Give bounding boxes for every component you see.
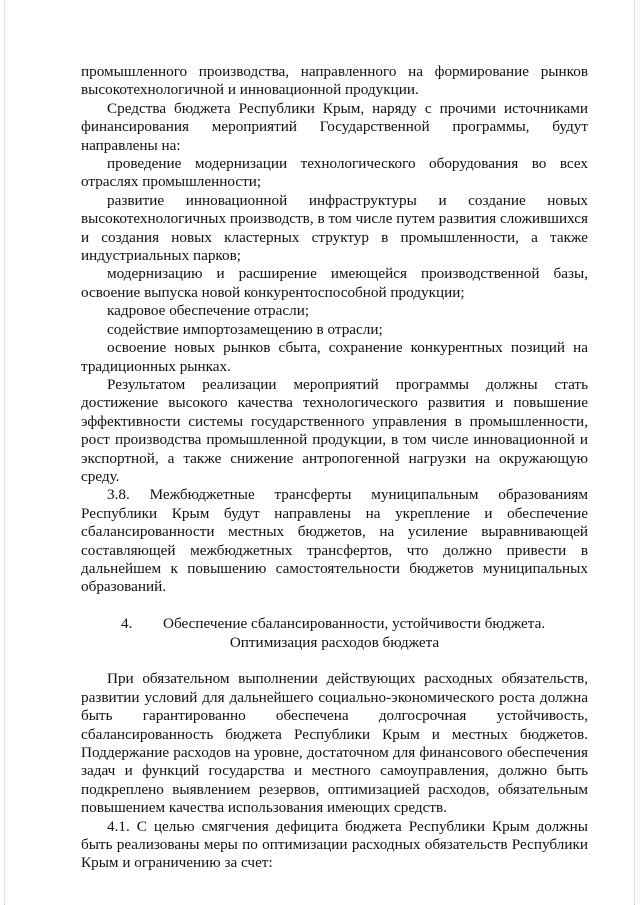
- document-body: [81, 63, 588, 873]
- list-item-staffing: кадровое обеспечение отрасли;: [107, 302, 310, 320]
- list-item-modernization: проведение модернизации технологического оборудования во всех отраслях промышленности;: [81, 155, 588, 191]
- paragraph-budget-funds: Средства бюджета Республики Крым, наряду с прочими источниками финансирования мероприятий Государственной программы, будут направлены на:: [81, 99, 588, 154]
- paragraph-4-1: 4.1. С целью смягчения дефицита бюджета Республики Крым должны быть реализованы меры по оптимизации расходных обязательств Республики Крым и ограничению за счет:: [81, 817, 588, 872]
- list-item-new-markets: освоение новых рынков сбыта, сохранение конкурентных позиций на традиционных рынках.: [81, 339, 588, 375]
- paragraph-results: Результатом реализации мероприятий программы должны стать достижение высокого качества технологического развития и повышение эффективности системы государственного управления в промышленности, рост производства промышленной продукции, в том числе инновационной и экспортной, а также снижение антропогенной нагрузки на окружающую среду.: [81, 375, 588, 485]
- paragraph-3-8-transfers: 3.8. Межбюджетные трансферты муниципальным образованиям Республики Крым будут направлены на укрепление и обеспечение сбалансированности местных бюджетов, на усиление выравнивающей составляющей межбюджетных трансфертов, что должно привести в дальнейшем к повышению самостоятельности бюджетов муниципальных образований.: [81, 486, 588, 596]
- list-item-production-base: модернизацию и расширение имеющейся производственной базы, освоение выпуска новой конкурентоспособной продукции;: [81, 265, 588, 301]
- list-item-infrastructure: развитие инновационной инфраструктуры и создание новых высокотехнологичных производств, в том числе путем развития сложившихся и создания новых кластерных структур в промышленности, а также индустриальных парков;: [81, 191, 588, 265]
- section-title-line2: Оптимизация расходов бюджета: [229, 633, 440, 651]
- spacer: [81, 597, 588, 615]
- spacer: [81, 652, 588, 670]
- section-heading: [81, 615, 588, 652]
- paragraph-obligations: При обязательном выполнении действующих расходных обязательств, развитии условий для дальнейшего социально-экономического роста должна быть гарантированно обеспечена долгосрочная устойчивость, сбалансированность бюджета Республики Крым и местных бюджетов. Поддержание расходов на уровне, достаточном для финансового обеспечения задач и функций государства и местного самоуправления, должно быть подкреплено выявлением резервов, оптимизацией расходов, обязательным повышением качества использования имеющих средств.: [81, 670, 588, 817]
- scan-edge-left: [4, 0, 5, 905]
- scan-edge-right: [634, 0, 635, 905]
- section-title-line1: Обеспечение сбалансированности, устойчивости бюджета.: [163, 615, 546, 633]
- section-number: 4.: [121, 615, 133, 633]
- paragraph-continuation: промышленного производства, направленного на формирование рынков высокотехнологичной и инновационной продукции.: [81, 63, 588, 99]
- list-item-import-substitution: содействие импортозамещению в отрасли;: [107, 320, 383, 338]
